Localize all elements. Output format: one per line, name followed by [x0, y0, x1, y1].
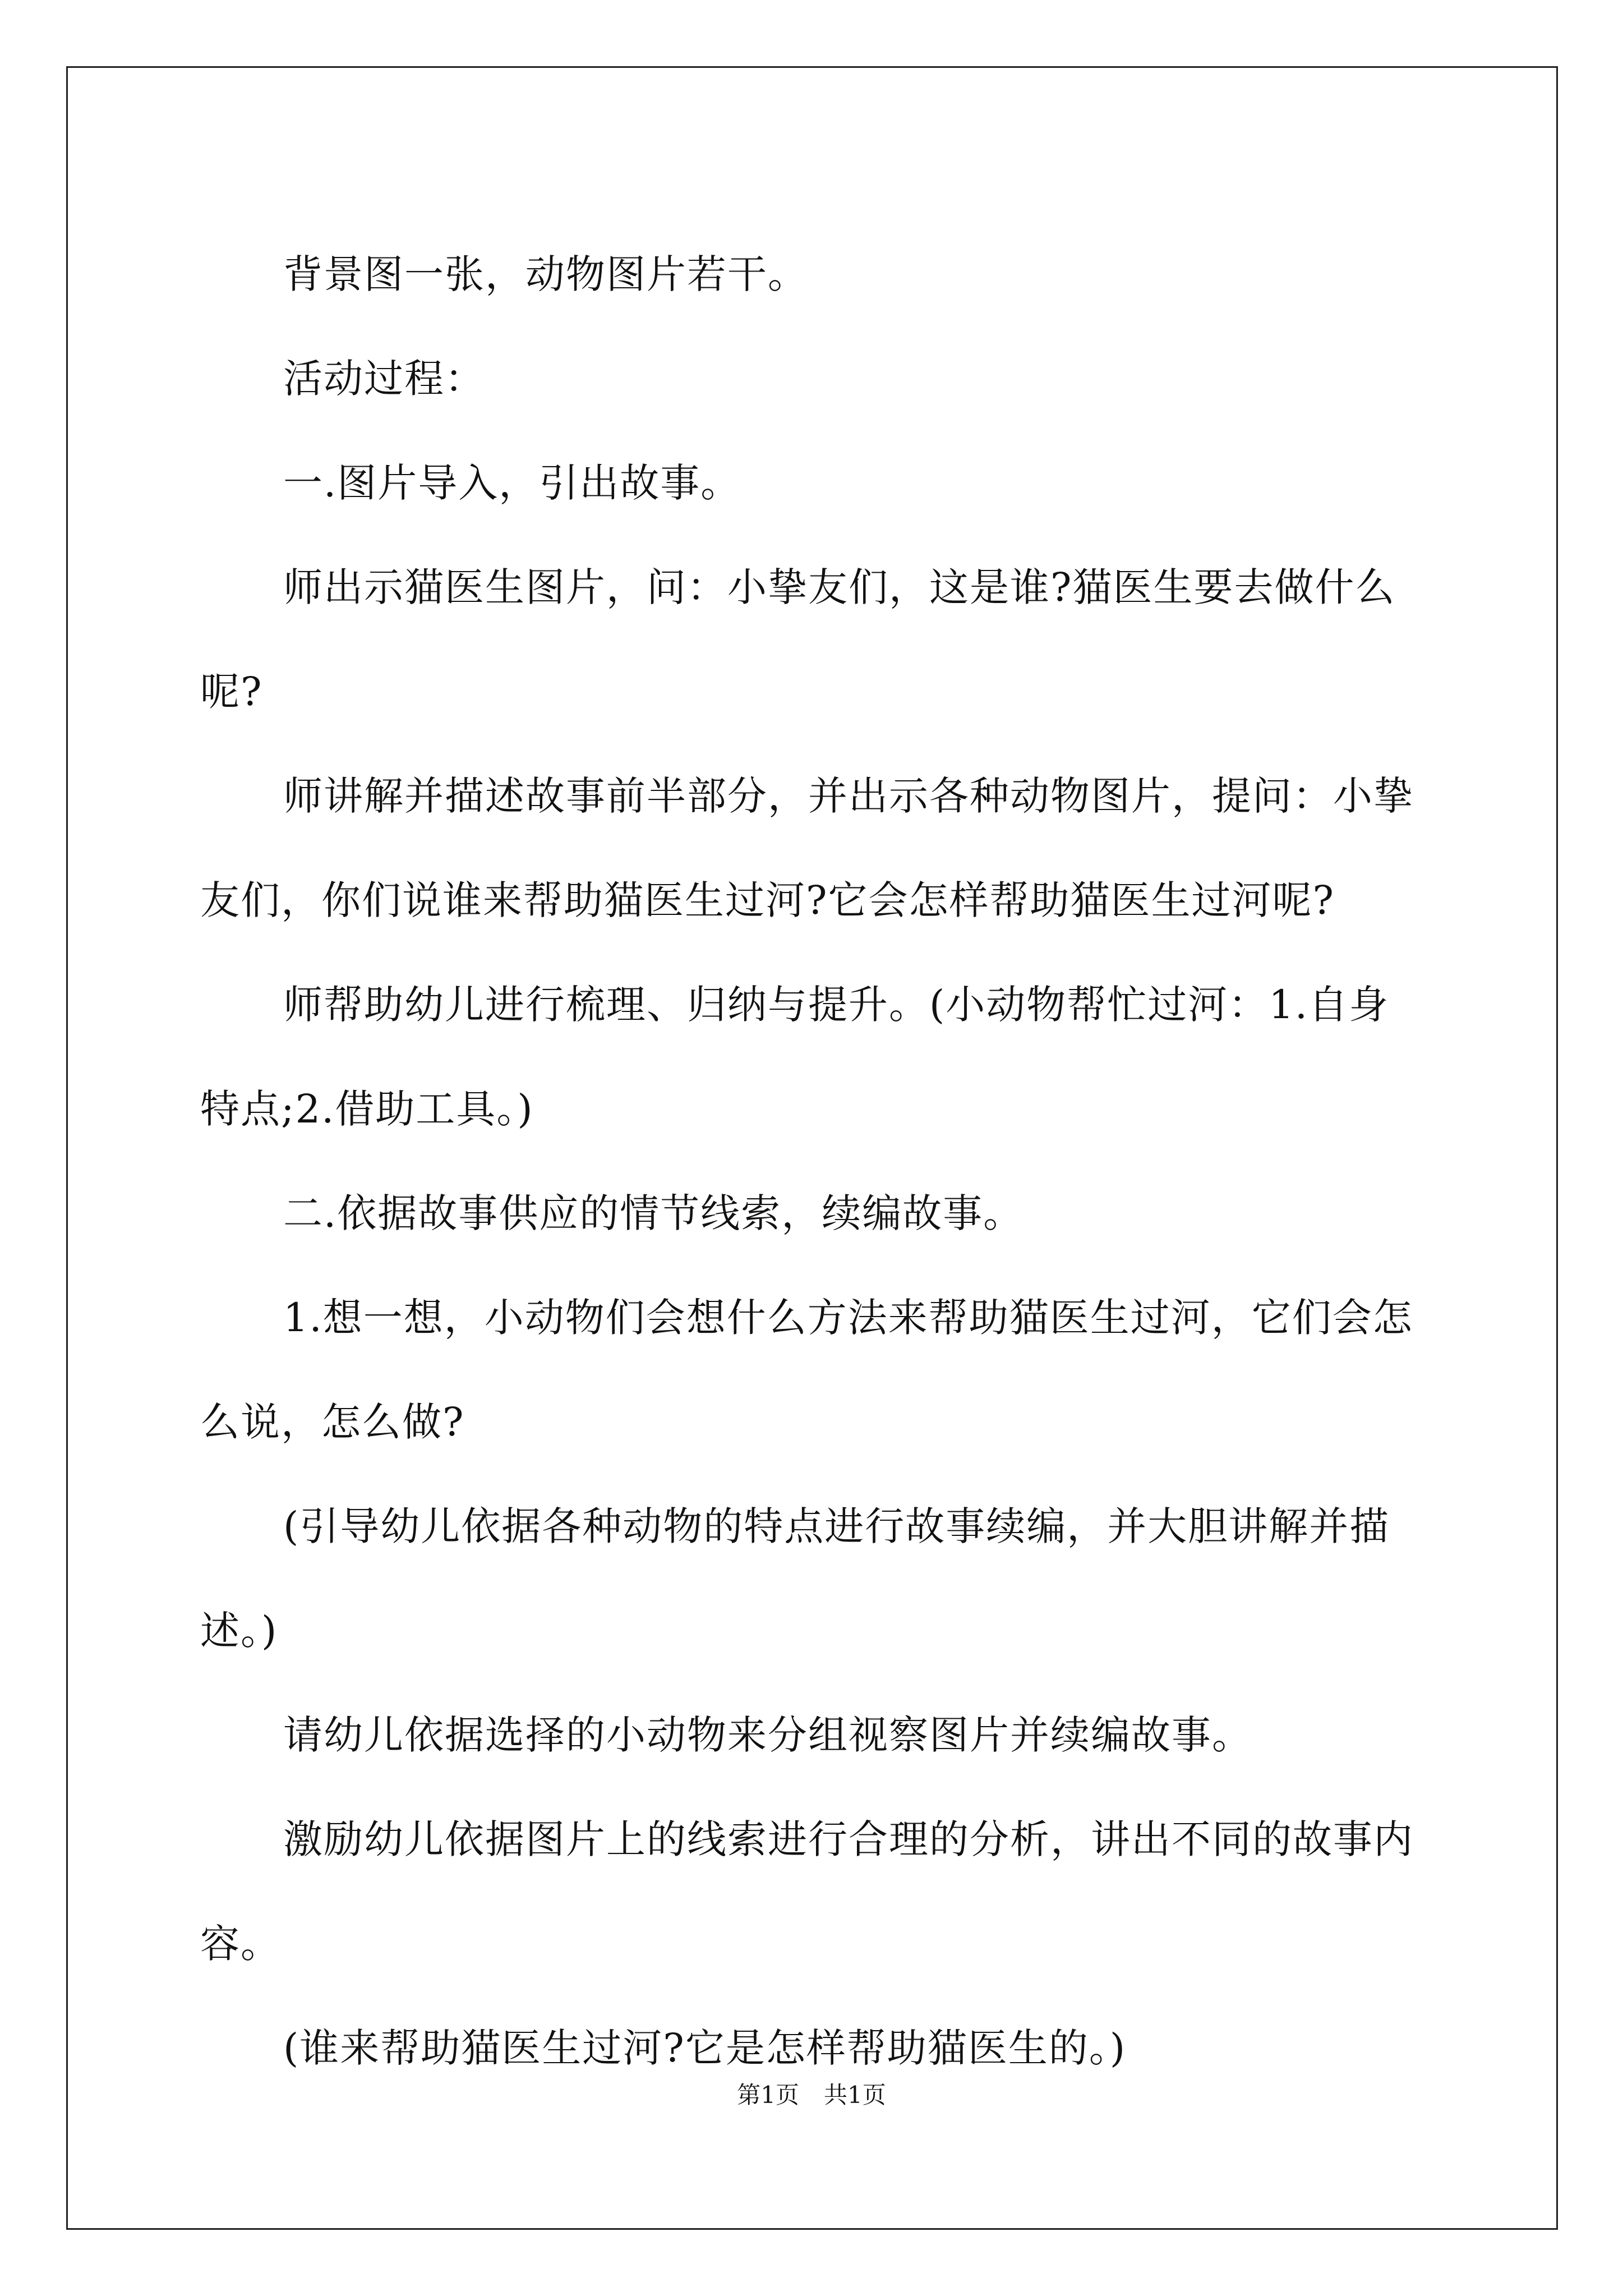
paragraph-teacher-shows-picture: 师出示猫医生图片，问：小挚友们，这是谁?猫医生要去做什么呢? — [200, 564, 1396, 715]
paragraph-materials: 背景图一张，动物图片若干。 — [283, 251, 808, 297]
page-number-total: 共1页 — [824, 2081, 886, 2109]
document-body — [200, 222, 1423, 2100]
paragraph-section-one-heading: 一.图片导入，引出故事。 — [283, 460, 741, 506]
page-number-current: 第1页 — [737, 2081, 799, 2109]
paragraph-process-heading: 活动过程： — [283, 356, 485, 402]
paragraph-closing-question: (谁来帮助猫医生过河?它是怎样帮助猫医生的。) — [283, 2025, 1127, 2071]
paragraph-section-two-heading: 二.依据故事供应的情节线索，续编故事。 — [283, 1190, 1024, 1236]
paragraph-think-step: 1.想一想，小动物们会想什么方法来帮助猫医生过河，它们会怎么说，怎么做? — [200, 1295, 1413, 1445]
paragraph-encourage-analysis: 激励幼儿依据图片上的线索进行合理的分析，讲出不同的故事内容。 — [200, 1816, 1414, 1967]
page-footer — [0, 2078, 1623, 2112]
paragraph-teacher-explains: 师讲解并描述故事前半部分，并出示各种动物图片，提问：小挚友们，你们说谁来帮助猫医生过河?它会怎样帮助猫医生过河呢? — [200, 773, 1414, 923]
paragraph-guide-children: (引导幼儿依据各种动物的特点进行故事续编，并大胆讲解并描述。) — [200, 1503, 1390, 1654]
paragraph-teacher-summarizes: 师帮助幼儿进行梳理、归纳与提升。(小动物帮忙过河：1.自身特点;2.借助工具。) — [200, 982, 1390, 1132]
paragraph-group-observation: 请幼儿依据选择的小动物来分组视察图片并续编故事。 — [283, 1712, 1252, 1758]
